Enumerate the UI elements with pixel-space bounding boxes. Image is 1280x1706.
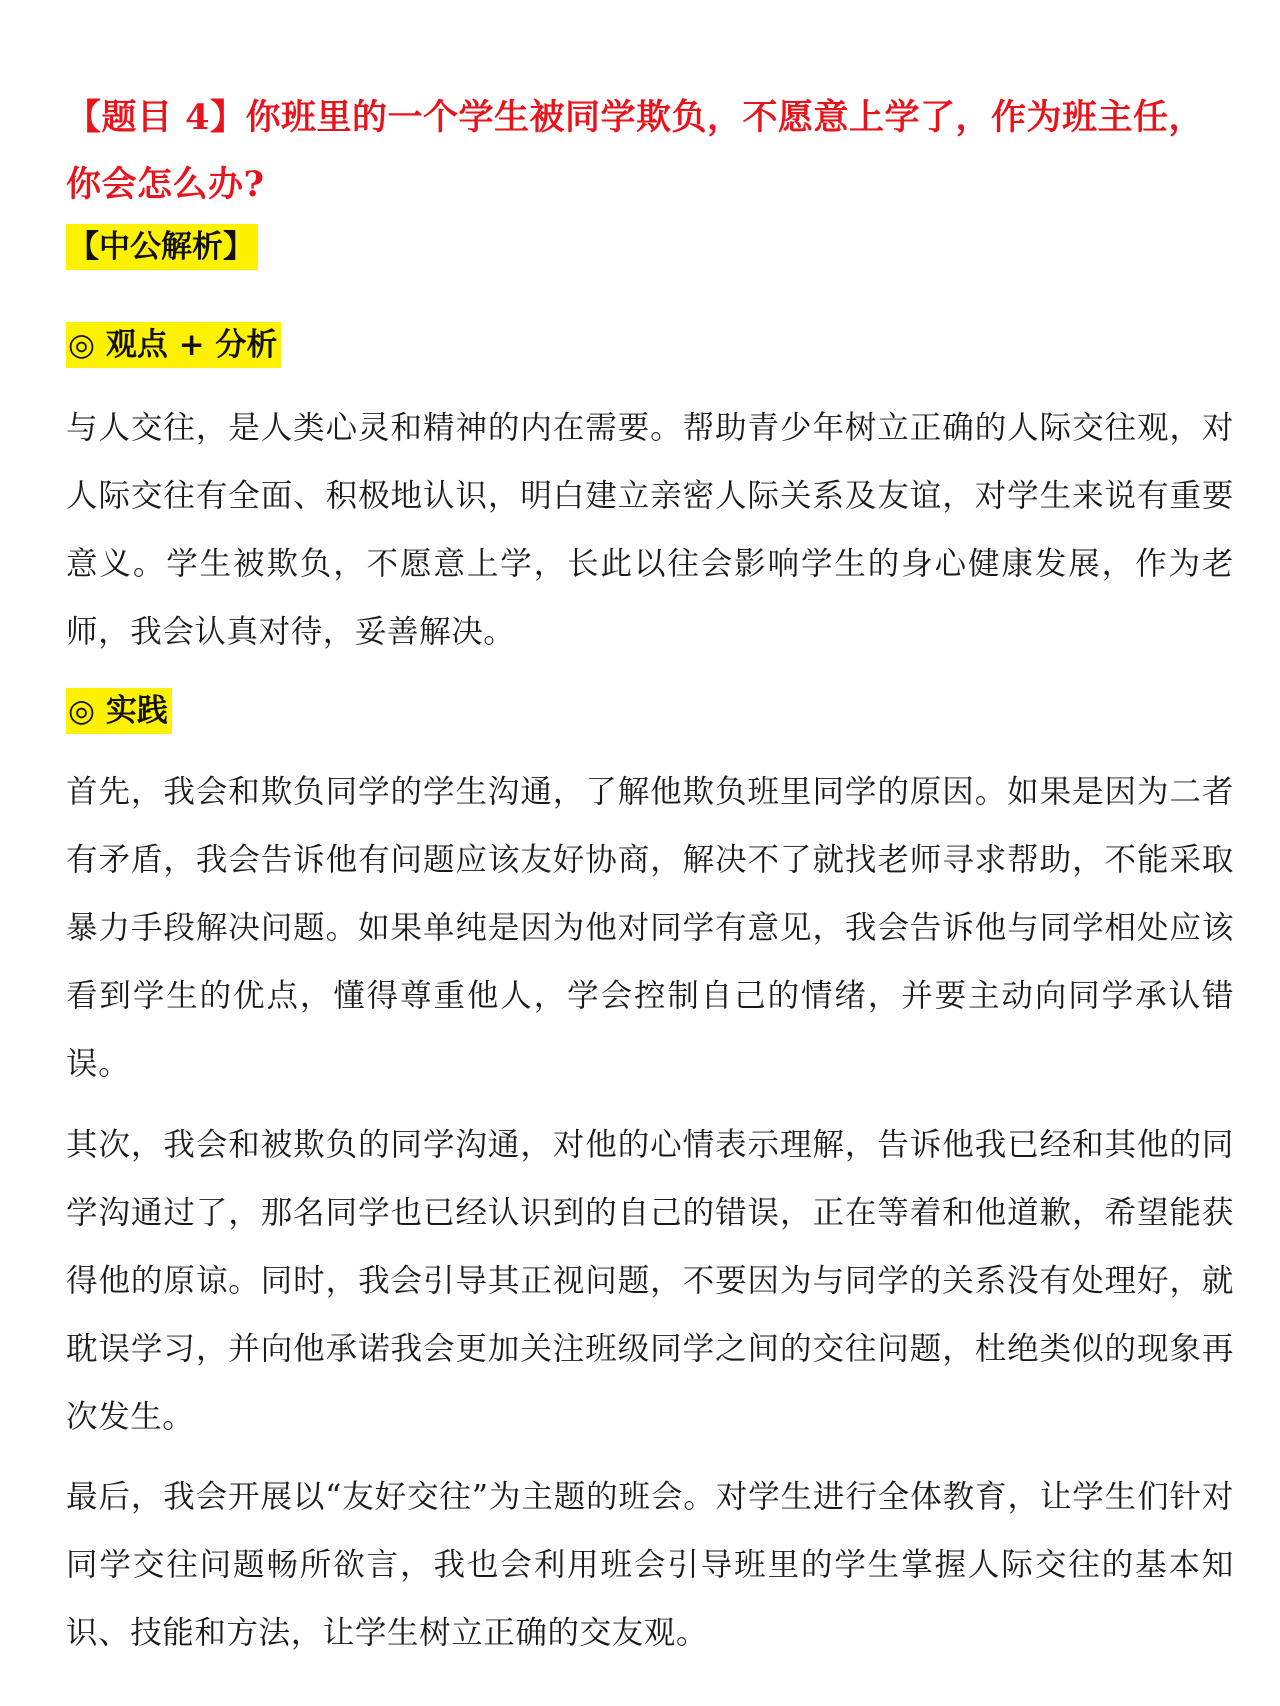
question-title: 【题目 4】你班里的一个学生被同学欺负，不愿意上学了，作为班主任，你会怎么办? (66, 97, 1205, 205)
viewpoint-heading: ◎ 观点 + 分析 (66, 322, 281, 368)
practice-paragraph-second: 其次，我会和被欺负的同学沟通，对他的心情表示理解，告诉他我已经和其他的同学沟通过了，那名同学也已经认识到的自己的错误，正在等着和他道歉，希望能获得他的原谅。同时，我会引导其正视问题，不要因为与同学的关系没有处理好，就耽误学习，并向他承诺我会更加关注班级同学之间的交往问题，杜绝类似的现象再次发生。 (66, 1127, 1234, 1435)
viewpoint-paragraph: 与人交往，是人类心灵和精神的内在需要。帮助青少年树立正确的人际交往观，对人际交往有全面、积极地认识，明白建立亲密人际关系及友谊，对学生来说有重要意义。学生被欺负，不愿意上学，长此以往会影响学生的身心健康发展，作为老师，我会认真对待，妥善解决。 (66, 410, 1234, 650)
analysis-label: 【中公解析】 (66, 224, 258, 270)
practice-paragraph-first: 首先，我会和欺负同学的学生沟通，了解他欺负班里同学的原因。如果是因为二者有矛盾，我会告诉他有问题应该友好协商，解决不了就找老师寻求帮助，不能采取暴力手段解决问题。如果单纯是因为他对同学有意见，我会告诉他与同学相处应该看到学生的优点，懂得尊重他人，学会控制自己的情绪，并要主动向同学承认错误。 (66, 774, 1234, 1082)
practice-heading: ◎ 实践 (66, 688, 172, 734)
practice-paragraph-third: 最后，我会开展以“友好交往”为主题的班会。对学生进行全体教育，让学生们针对同学交往问题畅所欲言，我也会利用班会引导班里的学生掌握人际交往的基本知识、技能和方法，让学生树立正确的交友观。 (66, 1479, 1234, 1651)
